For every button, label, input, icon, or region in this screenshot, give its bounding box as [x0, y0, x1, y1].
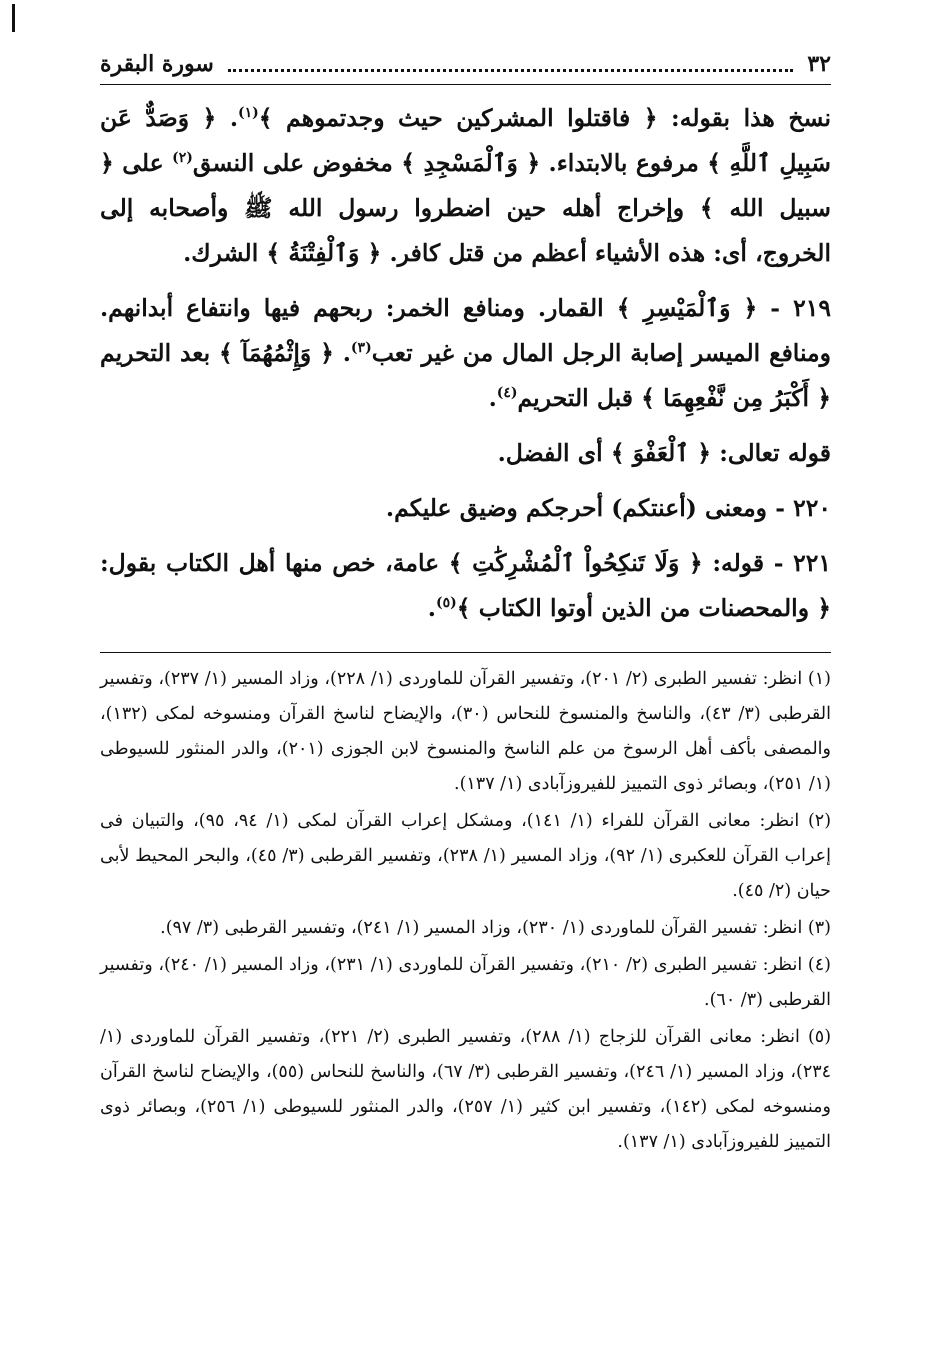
header-dotted-leader [228, 69, 794, 72]
paragraph-220: ٢٢٠ - ومعنى (أعنتكم) أحرجكم وضيق عليكم. [385, 494, 831, 522]
paragraph-afw: قوله تعالى: ﴿ ٱلْعَفْوَ ﴾ أى الفضل. [497, 439, 831, 467]
page-header [100, 44, 831, 85]
paragraph-219-part-1: ٢١٩ - ﴿ وَٱلْمَيْسِرِ ﴾ القمار. ومنافع الخمر: ربحهم فيها وانتفاع أبدانهم. ومنافع الميسر إصابة الرجل المال من غير تعب [100, 294, 831, 367]
paragraph-1 [100, 96, 831, 276]
surah-title: سورة البقرة [100, 51, 214, 77]
main-text [100, 96, 831, 641]
footnote-ref-2[interactable]: (٢) [172, 150, 193, 167]
footnote-2: (٢) انظر: معانى القرآن للفراء (١/ ١٤١)، ومشكل إعراب القرآن لمكى (١/ ٩٤، ٩٥)، والتبيان فى إعراب القرآن للعكبرى (١/ ٩٢)، وزاد المسير (١/ ٢٣٨)، وتفسير القرطبى (٣/ ٤٥)، والبحر المحيط لأبى حيان (٢/ ٤٥). [100, 811, 832, 901]
paragraph-219-part-3: . [488, 384, 497, 412]
paragraph-221 [100, 541, 831, 631]
footnote-5: (٥) انظر: معانى القرآن للزجاج (١/ ٢٨٨)، وتفسير الطبرى (٢/ ٢٢١)، وتفسير القرآن للماوردى (١/ ٢٣٤)، وزاد المسير (١/ ٢٤٦)، وتفسير القرطبى (٣/ ٦٧)، والناسخ للنحاس (٥٥)، والإيضاح لناسخ القرآن ومنسوخه لمكى (١٤٢)، وتفسير ابن كثير (١/ ٢٥٧)، والدر المنثور للسيوطى (١/ ٢٥٦)، وبصائر ذوى التمييز للفيروزآبادى (١/ ١٣٧). [100, 1027, 832, 1152]
paragraph-219-part-2: . ﴿ وَإِثْمُهُمَآ ﴾ بعد التحريم ﴿ أَكْبَرُ مِن نَّفْعِهِمَا ﴾ قبل التحريم [100, 339, 831, 412]
footnote-1: (١) انظر: تفسير الطبرى (٢/ ٢٠١)، وتفسير القرآن للماوردى (١/ ٢٢٨)، وزاد المسير (١/ ٢٣٧)، وتفسير القرطبى (٣/ ٤٣)، والناسخ والمنسوخ للنحاس (٣٠)، والإيضاح لناسخ القرآن ومنسوخه لمكى (١٣٢)، والمصفى بأكف أهل الرسوخ من علم الناسخ والمنسوخ لابن الجوزى (٢٠١)، والدر المنثور للسيوطى (١/ ٢٥١)، وبصائر ذوى التمييز للفيروزآبادى (١/ ١٣٧). [100, 669, 831, 794]
page-edge-mark [12, 4, 15, 32]
footnote-separator [100, 652, 831, 653]
paragraph-1-part-3: على ﴿ سبيل الله ﴾ وإخراج أهله حين اضطروا رسول الله ﷺ وأصحابه إلى الخروج، أى: هذه الأشياء أعظم من قتل كافر. ﴿ وَٱلْفِتْنَةُ ﴾ الشرك. [100, 149, 831, 267]
footnotes [100, 662, 831, 1162]
paragraph-219 [100, 286, 831, 421]
footnote-4: (٤) انظر: تفسير الطبرى (٢/ ٢١٠)، وتفسير القرآن للماوردى (١/ ٢٣١)، وزاد المسير (١/ ٢٤٠)، وتفسير القرطبى (٣/ ٦٠). [100, 955, 831, 1010]
footnote-ref-3[interactable]: (٣) [350, 340, 372, 357]
page-number: ٣٢ [807, 51, 831, 77]
paragraph-1-part-1: نسخ هذا بقوله: ﴿ فاقتلوا المشركين حيث وجدتموهم ﴾ [258, 104, 831, 132]
footnote-ref-4[interactable]: (٤) [496, 385, 518, 402]
paragraph-1-part-2: . ﴿ وَصَدٌّ عَن سَبِيلِ ٱللَّهِ ﴾ مرفوع بالابتداء. ﴿ وَٱلْمَسْجِدِ ﴾ مخفوض على النسق [100, 104, 831, 177]
footnote-3: (٣) انظر: تفسير القرآن للماوردى (١/ ٢٣٠)، وزاد المسير (١/ ٢٤١)، وتفسير القرطبى (٣/ ٩٧). [160, 918, 831, 938]
paragraph-221-part-2: . [427, 594, 436, 622]
footnote-ref-1[interactable]: (١) [238, 105, 259, 122]
footnote-ref-5[interactable]: (٥) [435, 595, 457, 612]
paragraph-221-part-1: ٢٢١ - قوله: ﴿ وَلَا تَنكِحُواْ ٱلْمُشْرِكَٰتِ ﴾ عامة، خص منها أهل الكتاب بقول: ﴿ والمحصنات من الذين أوتوا الكتاب ﴾ [100, 549, 831, 622]
